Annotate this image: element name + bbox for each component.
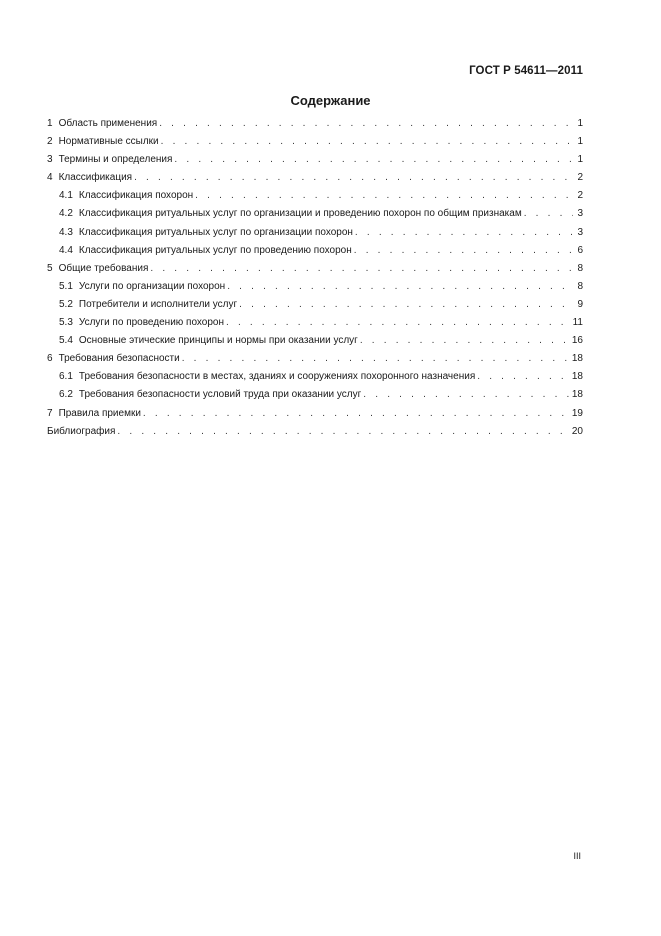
toc-entry[interactable] bbox=[47, 371, 583, 389]
toc-entry-label: Правила приемки bbox=[58, 407, 141, 419]
toc-entry-number: 1 bbox=[47, 118, 53, 129]
toc-entry[interactable] bbox=[47, 136, 583, 154]
toc-entry-page: 16 bbox=[571, 335, 583, 347]
dot-leader bbox=[182, 353, 570, 364]
toc-entry-page: 2 bbox=[577, 190, 583, 202]
toc-entry-number: 3 bbox=[47, 154, 53, 166]
toc-entry[interactable] bbox=[47, 263, 583, 281]
toc-entry[interactable] bbox=[47, 389, 583, 407]
toc-entry-number: 2 bbox=[47, 136, 53, 148]
toc-entry[interactable] bbox=[47, 245, 583, 263]
toc-entry[interactable] bbox=[47, 281, 583, 299]
toc-entry-page: 18 bbox=[571, 353, 583, 365]
dot-leader bbox=[134, 172, 573, 183]
toc-entry-page: 11 bbox=[572, 317, 583, 329]
page-number: III bbox=[573, 851, 581, 861]
table-of-contents bbox=[47, 118, 583, 444]
dot-leader bbox=[159, 118, 573, 129]
toc-entry-label: Классификация bbox=[58, 172, 133, 184]
dot-leader bbox=[355, 227, 573, 238]
toc-entry-number: 6.2 bbox=[59, 389, 73, 401]
toc-entry-page: 8 bbox=[577, 262, 583, 274]
dot-leader bbox=[150, 263, 573, 274]
toc-entry[interactable] bbox=[47, 335, 583, 353]
dot-leader bbox=[227, 281, 573, 292]
toc-entry-page: 3 bbox=[577, 208, 583, 220]
toc-entry[interactable] bbox=[47, 317, 583, 335]
toc-entry-number: 4.2 bbox=[59, 208, 73, 220]
toc-entry-number: 5 bbox=[47, 262, 53, 274]
toc-entry-number: 6.1 bbox=[59, 371, 73, 383]
dot-leader bbox=[524, 208, 573, 219]
toc-entry-page: 20 bbox=[571, 425, 583, 437]
toc-entry-label: Услуги по проведению похорон bbox=[78, 317, 225, 329]
toc-entry-label: Требования безопасности в местах, зданиях и сооружениях похоронного назначения bbox=[78, 371, 476, 383]
toc-entry-label: Классификация ритуальных услуг по организации похорон bbox=[78, 226, 353, 238]
toc-entry-label: Требования безопасности bbox=[58, 353, 180, 365]
toc-entry-page: 1 bbox=[577, 118, 583, 129]
toc-entry-page: 18 bbox=[571, 389, 583, 401]
dot-leader bbox=[360, 335, 570, 346]
dot-leader bbox=[226, 317, 571, 328]
toc-entry-label: Общие требования bbox=[58, 262, 149, 274]
toc-entry[interactable] bbox=[47, 154, 583, 172]
toc-entry-number: 5.3 bbox=[59, 317, 73, 329]
toc-entry-number: 5.4 bbox=[59, 335, 73, 347]
toc-entry-label: Библиография bbox=[47, 425, 116, 437]
toc-entry-page: 3 bbox=[577, 226, 583, 238]
toc-entry-label: Классификация ритуальных услуг по проведению похорон bbox=[78, 244, 352, 256]
dot-leader bbox=[239, 299, 573, 310]
toc-entry-label: Нормативные ссылки bbox=[58, 136, 159, 148]
dot-leader bbox=[117, 426, 569, 437]
toc-entry-label: Классификация похорон bbox=[78, 190, 194, 202]
toc-entry-page: 9 bbox=[577, 298, 583, 310]
toc-entry[interactable] bbox=[47, 190, 583, 208]
toc-entry[interactable] bbox=[47, 426, 583, 444]
toc-entry-number: 6 bbox=[47, 353, 53, 365]
dot-leader bbox=[195, 190, 573, 201]
toc-entry-number: 4.1 bbox=[59, 190, 73, 202]
dot-leader bbox=[161, 136, 573, 147]
toc-entry-label: Область применения bbox=[58, 118, 158, 129]
toc-entry-label: Термины и определения bbox=[58, 154, 173, 166]
toc-entry-page: 19 bbox=[571, 407, 583, 419]
toc-entry-page: 18 bbox=[571, 371, 583, 383]
toc-entry-number: 4.4 bbox=[59, 244, 73, 256]
toc-entry[interactable] bbox=[47, 408, 583, 426]
toc-entry[interactable] bbox=[47, 172, 583, 190]
toc-entry-page: 6 bbox=[577, 244, 583, 256]
toc-entry-label: Основные этические принципы и нормы при оказании услуг bbox=[78, 335, 358, 347]
toc-title: Содержание bbox=[290, 93, 371, 108]
document-code: ГОСТ Р 54611—2011 bbox=[469, 65, 583, 77]
toc-entry-number: 4.3 bbox=[59, 226, 73, 238]
toc-entry[interactable] bbox=[47, 299, 583, 317]
toc-entry[interactable] bbox=[47, 208, 583, 226]
toc-entry-label: Услуги по организации похорон bbox=[78, 280, 226, 292]
dot-leader bbox=[143, 408, 570, 419]
toc-entry[interactable] bbox=[47, 118, 583, 136]
dot-leader bbox=[354, 245, 573, 256]
toc-entry-page: 2 bbox=[577, 172, 583, 184]
toc-entry-number: 4 bbox=[47, 172, 53, 184]
toc-entry[interactable] bbox=[47, 353, 583, 371]
toc-entry[interactable] bbox=[47, 227, 583, 245]
toc-entry-page: 8 bbox=[577, 280, 583, 292]
toc-entry-number: 5.2 bbox=[59, 298, 73, 310]
toc-entry-label: Классификация ритуальных услуг по организации и проведению похорон по общим признакам bbox=[78, 208, 522, 220]
toc-entry-number: 7 bbox=[47, 407, 53, 419]
toc-entry-number: 5.1 bbox=[59, 280, 73, 292]
toc-entry-page: 1 bbox=[577, 136, 583, 148]
dot-leader bbox=[477, 371, 570, 382]
toc-entry-label: Требования безопасности условий труда при оказании услуг bbox=[78, 389, 362, 401]
dot-leader bbox=[174, 154, 573, 165]
toc-entry-label: Потребители и исполнители услуг bbox=[78, 298, 238, 310]
toc-entry-page: 1 bbox=[577, 154, 583, 166]
dot-leader bbox=[363, 389, 570, 400]
